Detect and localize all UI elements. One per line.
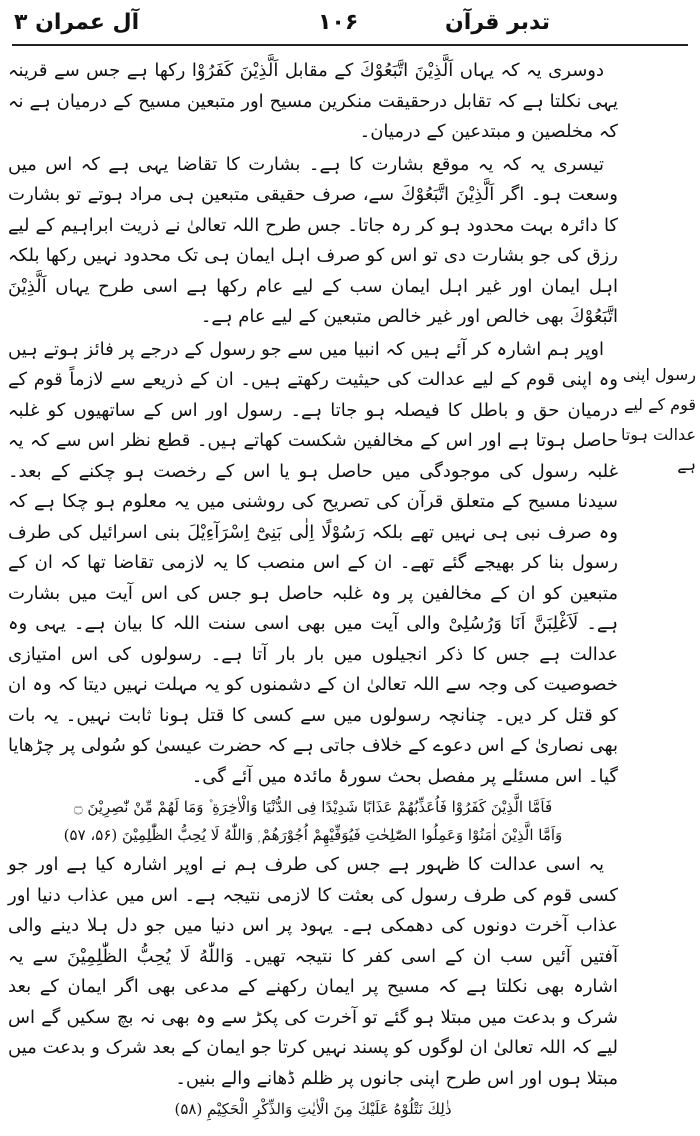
page-header: [0, 6, 700, 46]
page-number: ۱۰۶: [318, 10, 359, 35]
margin-note-line: ہے: [677, 455, 696, 474]
paragraph-2: تیسری یہ کہ یہ موقع بشارت کا ہے۔ بشارت کا تقاضا یہی ہے کہ اس میں وسعت ہو۔ اگر اَلَّذِیْنَ اتَّبَعُوْكَ سے، صرف حقیقی متبعین ہی مراد ہوتے تو بشارت کا دائرہ بہت محدود ہو کر رہ جاتا۔ جس طرح اللہ تعالیٰ نے ذریت ابراہیم کے لیے رزق کی جو بشارت دی تو اس کو صرف اہل ایمان ہی تک محدود نہیں رکھا بلکہ اہل ایمان اور غیر اہل ایمان سب کے لیے عام رکھا ہے اسی طرح یہاں اَلَّذِیْنَ اتَّبَعُوْكَ بھی خالص اور غیر خالص متبعین کے لیے عام ہے۔: [8, 153, 618, 327]
quran-verse-1: فَاَمَّا الَّذِیْنَ كَفَرُوْا فَاُعَذِّبُهُمْ عَذَابًا شَدِیْدًا فِی الدُّنْیَا وَالْاٰخِرَةِ ۫ وَمَا لَهُمْ مِّنْ نّٰصِرِیْنَ ۝: [73, 798, 553, 816]
paragraph-4: یہ اسی عدالت کا ظہور ہے جس کی طرف ہم نے اوپر اشارہ کیا ہے اور جو کسی قوم کی طرف رسول کی بعثت کا لازمی نتیجہ ہے۔ اس میں عذاب دنیا اور عذاب آخرت دونوں کی دھمکی ہے۔ یہود پر اس دنیا میں جو دل ہلا دینے والی آفتیں آئیں سب ان کے اسی کفر کا نتیجہ تھیں۔ وَاللّٰهُ لَا یُحِبُّ الظّٰلِمِیْنَ سے یہ اشارہ بھی نکلتا ہے کہ مسیح پر ایمان رکھنے کے مدعی بھی اگر ایمان کے بعد شرک و بدعت میں مبتلا ہو گئے تو آخرت کی پکڑ سے وہ بھی نہ بچ سکیں گے اس لیے کہ اللہ تعالیٰ ان لوگوں کو پسند نہیں کرتا جو ایمان کے بعد شرک و بدعت میں مبتلا ہوں اور اس طرح اپنی جانوں پر ظلم ڈھانے والے بنیں۔: [8, 854, 618, 1089]
margin-note: [620, 360, 696, 480]
header-divider: [12, 44, 688, 46]
book-title: تدبر قرآن: [445, 10, 550, 35]
quran-verse-3: ذٰلِكَ نَتْلُوْهُ عَلَیْكَ مِنَ الْاٰیٰتِ وَالذِّكْرِ الْحَكِیْمِ (۵۸): [174, 1100, 452, 1118]
margin-note-line: قوم کے لیے: [623, 395, 696, 414]
margin-note-line: رسول اپنی: [622, 365, 696, 384]
quran-verse-2: وَاَمَّا الَّذِیْنَ اٰمَنُوْا وَعَمِلُوا الصّٰلِحٰتِ فَیُوَفِّیْهِمْ اُجُوْرَهُمْ ۭ وَاللّٰهُ لَا یُحِبُّ الظّٰلِمِیْنَ (۵۶، ۵۷): [63, 826, 563, 844]
main-text: [8, 56, 618, 1126]
margin-note-line: عدالت ہوتا: [620, 425, 696, 444]
paragraph-3: اوپر ہم اشارہ کر آئے ہیں کہ انبیا میں سے جو رسول کے درجے پر فائز ہوتے ہیں وہ اپنی قوم کے لیے عدالت کی حیثیت رکھتے ہیں۔ ان کے ذریعے سے لازماً قوم کے درمیان حق و باطل کا فیصلہ ہو جاتا ہے۔ رسول اور اس کے ساتھیوں کو غلبہ حاصل ہوتا ہے اور اس کے مخالفین شکست کھاتے ہیں۔ قطع نظر اس سے کہ یہ غلبہ رسول کی موجودگی میں حاصل ہو یا اس کے رخصت ہو چکنے کے بعد۔ سیدنا مسیح کے متعلق قرآن کی تصریح کی روشنی میں یہ معلوم ہو چکا ہے کہ وہ صرف نبی ہی نہیں تھے بلکہ رَسُوْلًا اِلٰى بَنِیْٓ اِسْرَآءِیْلَ بنی اسرائیل کی طرف رسول بنا کر بھیجے گئے تھے۔ ان کے اس منصب کا یہ لازمی تقاضا تھا کہ ان کے متبعین کو ان کے مخالفین پر وہ غلبہ حاصل ہو جس کی اس آیت میں بشارت ہے۔ لَاَغْلِبَنَّ اَنَا وَرُسُلِیْ والی آیت میں بھی اسی سنت اللہ کا بیان ہے۔ یہی وہ عدالت ہے جس کا ذکر انجیلوں میں بار بار آتا ہے۔ رسولوں کی اس امتیازی خصوصیت کی وجہ سے اللہ تعالیٰ ان کے دشمنوں کو یہ مہلت نہیں دیتا کہ وہ ان کو قتل کر دیں۔ چنانچہ رسولوں میں سے کسی کا قتل ہونا ثابت نہیں۔ یہ بات بھی نصاریٰ کے اس دعوے کے خلاف جاتی ہے کہ حضرت عیسیٰ کو سُولی پر چڑھایا گیا۔ اس مسئلے پر مفصل بحث سورۂ مائدہ میں آئے گی۔: [8, 338, 618, 787]
header-surah-name: آل عمران ۳: [14, 10, 140, 35]
paragraph-1: دوسری یہ کہ یہاں اَلَّذِیْنَ اتَّبَعُوْكَ کے مقابل اَلَّذِیْنَ كَفَرُوْا رکھا ہے جس سے قرینہ یہی نکلتا ہے کہ تقابل درحقیقت منکرین مسیح اور متبعین مسیح کے درمیان ہے نہ کہ مخلصین و مبتدعین کے درمیان۔: [8, 60, 618, 142]
